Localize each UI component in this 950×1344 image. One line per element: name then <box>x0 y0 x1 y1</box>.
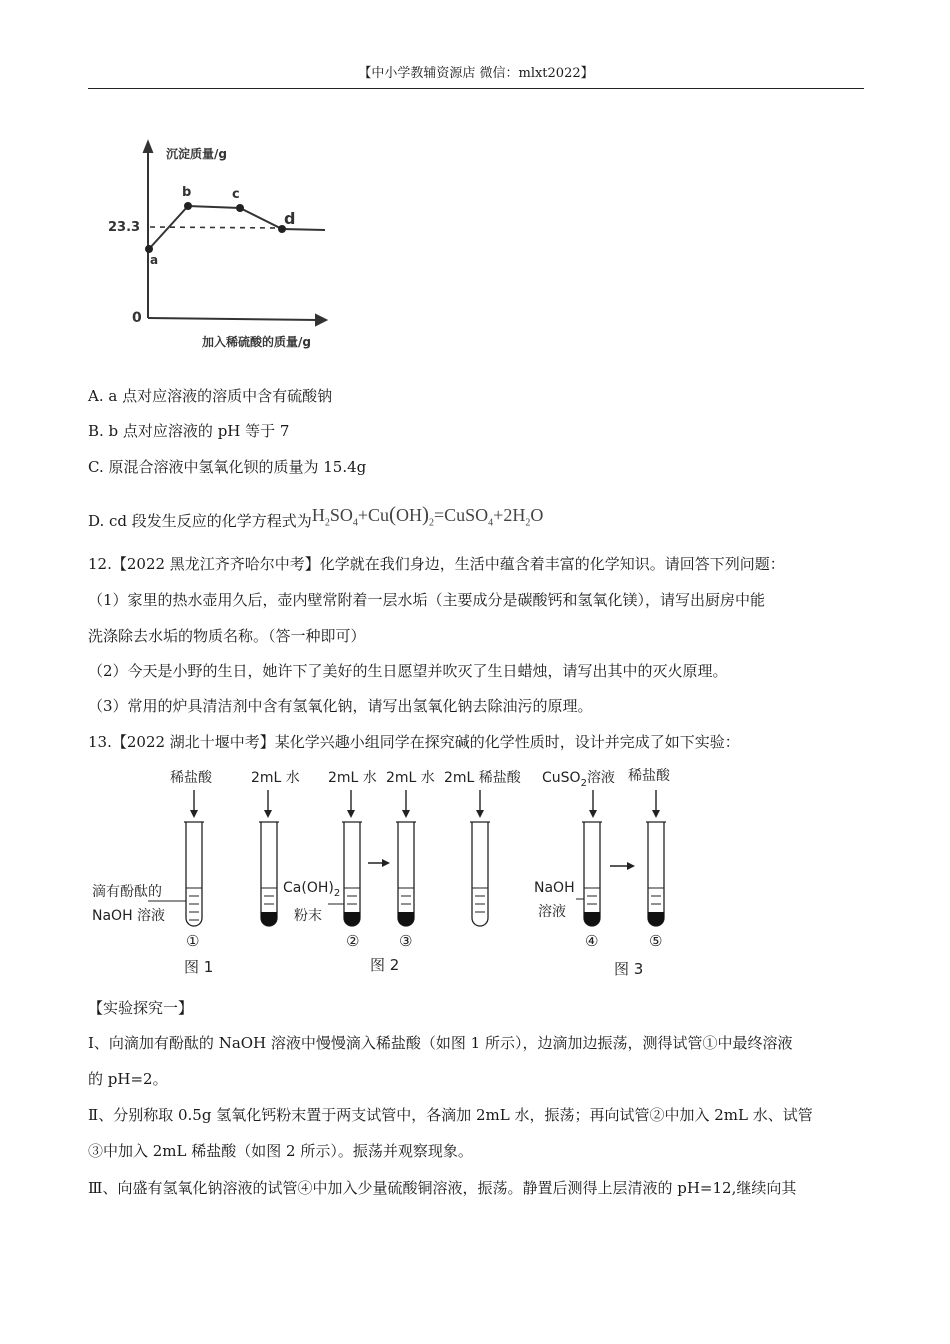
tube-number-2: ② <box>346 932 360 950</box>
y-value-label: 23.3 <box>108 220 141 235</box>
reagent-label-7: 稀盐酸 <box>628 768 670 784</box>
tube-2-label-line2: 粉末 <box>294 908 322 924</box>
label-a: a <box>150 253 159 267</box>
tube-3 <box>398 822 414 926</box>
option-b: B. b 点对应溶液的 pH 等于 7 <box>88 422 290 440</box>
experiment-step1-line1: Ⅰ、向滴加有酚酞的 NaOH 溶液中慢慢滴入稀盐酸（如图 1 所示），边滴加边振荡，测得试管①中最终溶液 <box>88 1034 793 1052</box>
experiment-step2-line1: Ⅱ、分别称取 0.5g 氢氧化钙粉末置于两支试管中，各滴加 2mL 水，振荡；再向试管②中加入 2mL 水、试管 <box>88 1106 813 1124</box>
tube-5-empty <box>472 822 488 926</box>
experiment-step3-line1: Ⅲ、向盛有氢氧化钠溶液的试管④中加入少量硫酸铜溶液，振荡。静置后测得上层清液的 pH=12,继续向其 <box>88 1179 797 1197</box>
reagent-label-3: 2mL 水 <box>328 770 377 786</box>
point-b <box>184 202 192 210</box>
figure-3-caption: 图 3 <box>614 960 644 978</box>
origin-label: 0 <box>132 310 142 326</box>
tube-1-label-line1: 滴有酚酞的 <box>92 884 162 900</box>
reagent-label-4: 2mL 水 <box>386 770 435 786</box>
test-tube-figures <box>88 760 688 985</box>
reagent-label-6: CuSO$_2$溶液 <box>542 770 615 789</box>
x-axis <box>148 318 318 320</box>
option-d-text: D. cd 段发生反应的化学方程式为 <box>88 512 312 530</box>
tube-1-label-line2: NaOH 溶液 <box>92 908 166 924</box>
chemical-equation: $H_2SO_4+Cu(OH)_2=CuSO_4+2H_2O$ <box>311 502 544 529</box>
x-axis-arrow <box>316 315 326 325</box>
tube-2-right <box>344 822 360 926</box>
tube-number-1: ① <box>186 932 200 950</box>
reagent-label-5: 2mL 稀盐酸 <box>444 770 521 786</box>
q12-title: 12.【2022 黑龙江齐齐哈尔中考】化学就在我们身边，生活中蕴含着丰富的化学知识。请回答下列问题： <box>88 555 785 573</box>
point-c <box>236 204 244 212</box>
tube-6 <box>648 822 664 926</box>
point-a <box>145 245 153 253</box>
q12-part2: （2）今天是小野的生日，她许下了美好的生日愿望并吹灭了生日蜡烛，请写出其中的灭火原理。 <box>88 662 728 680</box>
label-b: b <box>182 185 192 200</box>
q12-part1-line2: 洗涤除去水垢的物质名称。（答一种即可） <box>88 627 366 645</box>
q12-part3: （3）常用的炉具清洁剂中含有氢氧化钠，请写出氢氧化钠去除油污的原理。 <box>88 697 593 715</box>
tube-4-label-line2: 溶液 <box>538 904 566 920</box>
data-curve <box>149 206 325 249</box>
experiment-heading: 【实验探究一】 <box>88 999 194 1017</box>
reagent-label-2: 2mL 水 <box>251 770 300 786</box>
x-axis-label: 加入稀硫酸的质量/g <box>202 335 311 349</box>
label-d: d <box>284 209 296 228</box>
tube-2-label-line1: $Ca(OH)_2$ <box>283 880 341 899</box>
tube-1 <box>186 822 202 926</box>
option-c: C. 原混合溶液中氢氧化钡的质量为 15.4g <box>88 458 367 476</box>
tube-number-3: ③ <box>399 932 413 950</box>
tube-4 <box>584 822 600 926</box>
q13-title: 13.【2022 湖北十堰中考】某化学兴趣小组同学在探究碱的化学性质时，设计并完成了如下实验： <box>88 733 740 751</box>
y-axis-label: 沉淀质量/g <box>166 147 227 161</box>
experiment-step1-line2: 的 pH=2。 <box>88 1070 168 1088</box>
reagent-label-1: 稀盐酸 <box>170 770 212 786</box>
page-header: 【中小学教辅资源店 微信：mlxt2022】 <box>88 64 864 89</box>
tube-2-left <box>261 822 277 926</box>
figure-2-caption: 图 2 <box>370 956 400 974</box>
precipitate-graph <box>100 138 340 360</box>
figure-1-caption: 图 1 <box>184 958 214 976</box>
tube-number-4: ④ <box>585 932 599 950</box>
experiment-step2-line2: ③中加入 2mL 稀盐酸（如图 2 所示）。振荡并观察现象。 <box>88 1142 473 1160</box>
y-axis-arrow <box>144 142 152 152</box>
option-d <box>88 497 888 541</box>
q12-part1-line1: （1）家里的热水壶用久后，壶内壁常附着一层水垢（主要成分是碳酸钙和氢氧化镁），请写出厨房中能 <box>88 591 766 609</box>
label-c: c <box>232 187 240 202</box>
tube-4-label-line1: NaOH <box>534 880 575 896</box>
tube-number-5: ⑤ <box>649 932 663 950</box>
option-a: A. a 点对应溶液的溶质中含有硫酸钠 <box>88 387 333 405</box>
